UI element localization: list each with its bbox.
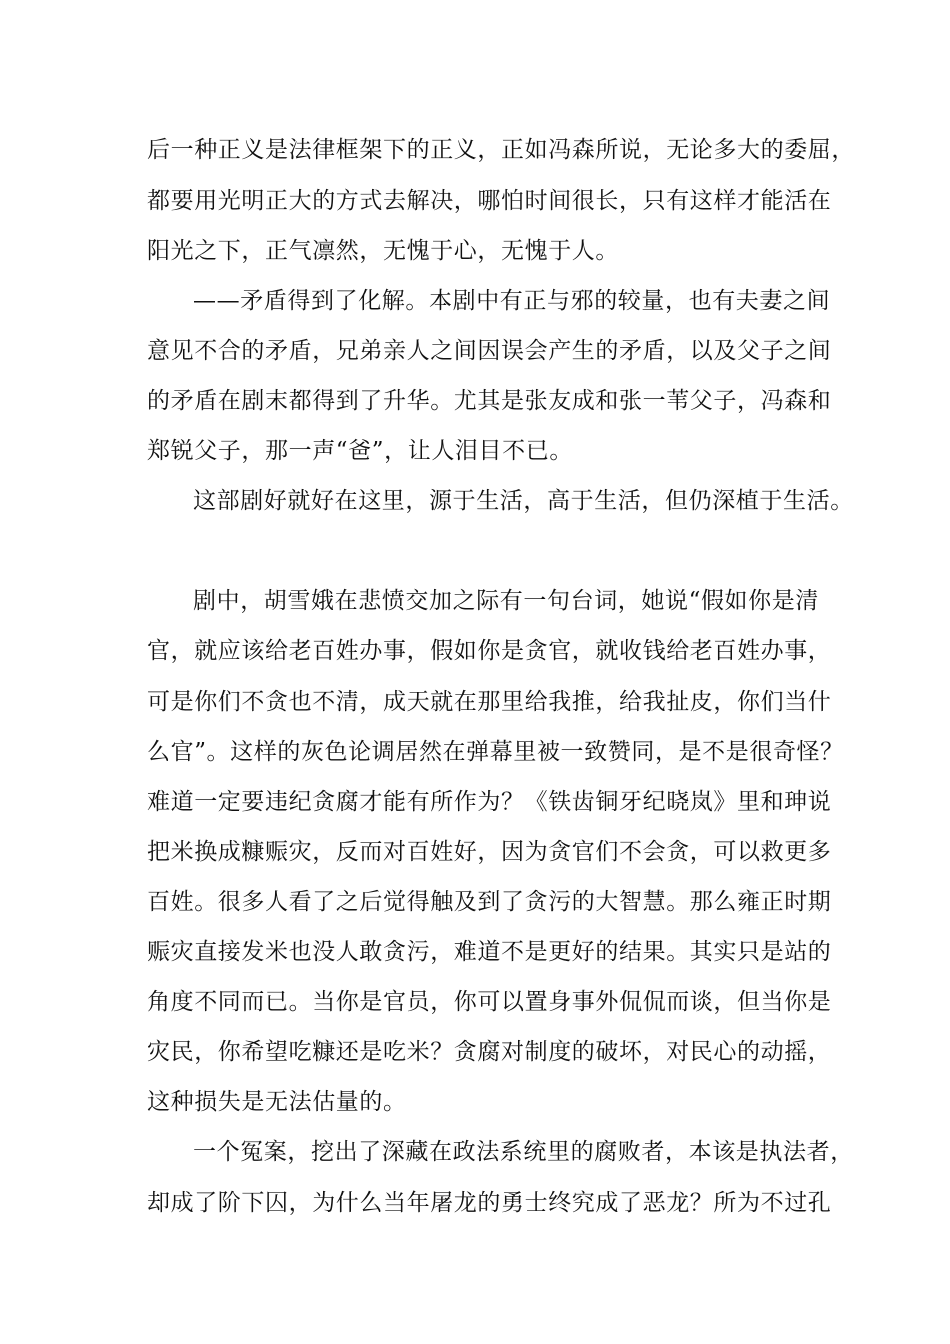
paragraph-4-line-2: 官，就应该给老百姓办事，假如你是贪官，就收钱给老百姓办事， [147, 638, 832, 664]
paragraph-1-line-1: 后一种正义是法律框架下的正义，正如冯森所说，无论多大的委屈， [147, 137, 855, 163]
paragraph-5-line-1: 一个冤案，挖出了深藏在政法系统里的腐败者，本该是执法者， [193, 1139, 854, 1165]
paragraph-4-line-9: 角度不同而已。当你是官员，你可以置身事外侃侃而谈，但当你是 [147, 989, 832, 1015]
paragraph-4-line-7: 百姓。很多人看了之后觉得触及到了贪污的大智慧。那么雍正时期 [147, 889, 832, 915]
paragraph-2-line-4: 郑锐父子，那一声“爸”，让人泪目不已。 [147, 438, 573, 464]
paragraph-4-line-5: 难道一定要违纪贪腐才能有所作为？《铁齿铜牙纪晓岚》里和珅说 [147, 789, 832, 815]
paragraph-2-line-2: 意见不合的矛盾，兄弟亲人之间因误会产生的矛盾，以及父子之间 [147, 338, 832, 364]
paragraph-5-line-2: 却成了阶下囚，为什么当年屠龙的勇士终究成了恶龙？所为不过孔 [147, 1190, 832, 1216]
paragraph-3-line-1: 这部剧好就好在这里，源于生活，高于生活，但仍深植于生活。 [193, 488, 854, 514]
paragraph-4-line-6: 把米换成糠赈灾，反而对百姓好，因为贪官们不会贪，可以救更多 [147, 839, 832, 865]
paragraph-4-line-1: 剧中，胡雪娥在悲愤交加之际有一句台词，她说“假如你是清 [193, 588, 819, 614]
paragraph-4-line-3: 可是你们不贪也不清，成天就在那里给我推，给我扯皮，你们当什 [147, 689, 832, 715]
paragraph-4-line-8: 赈灾直接发米也没人敢贪污，难道不是更好的结果。其实只是站的 [147, 939, 832, 965]
paragraph-2-line-3: 的矛盾在剧末都得到了升华。尤其是张友成和张一苇父子，冯森和 [147, 388, 832, 414]
paragraph-4-line-10: 灾民，你希望吃糠还是吃米？贪腐对制度的破坏，对民心的动摇， [147, 1039, 832, 1065]
paragraph-4-line-4: 么官”。这样的灰色论调居然在弹幕里被一致赞同，是不是很奇怪？ [147, 739, 844, 765]
paragraph-1-line-2: 都要用光明正大的方式去解决，哪怕时间很长，只有这样才能活在 [147, 188, 832, 214]
paragraph-1-line-3: 阳光之下，正气凛然，无愧于心，无愧于人。 [147, 238, 619, 264]
paragraph-2-line-1: ——矛盾得到了化解。本剧中有正与邪的较量，也有夫妻之间 [193, 288, 831, 314]
paragraph-4-line-11: 这种损失是无法估量的。 [147, 1089, 407, 1115]
